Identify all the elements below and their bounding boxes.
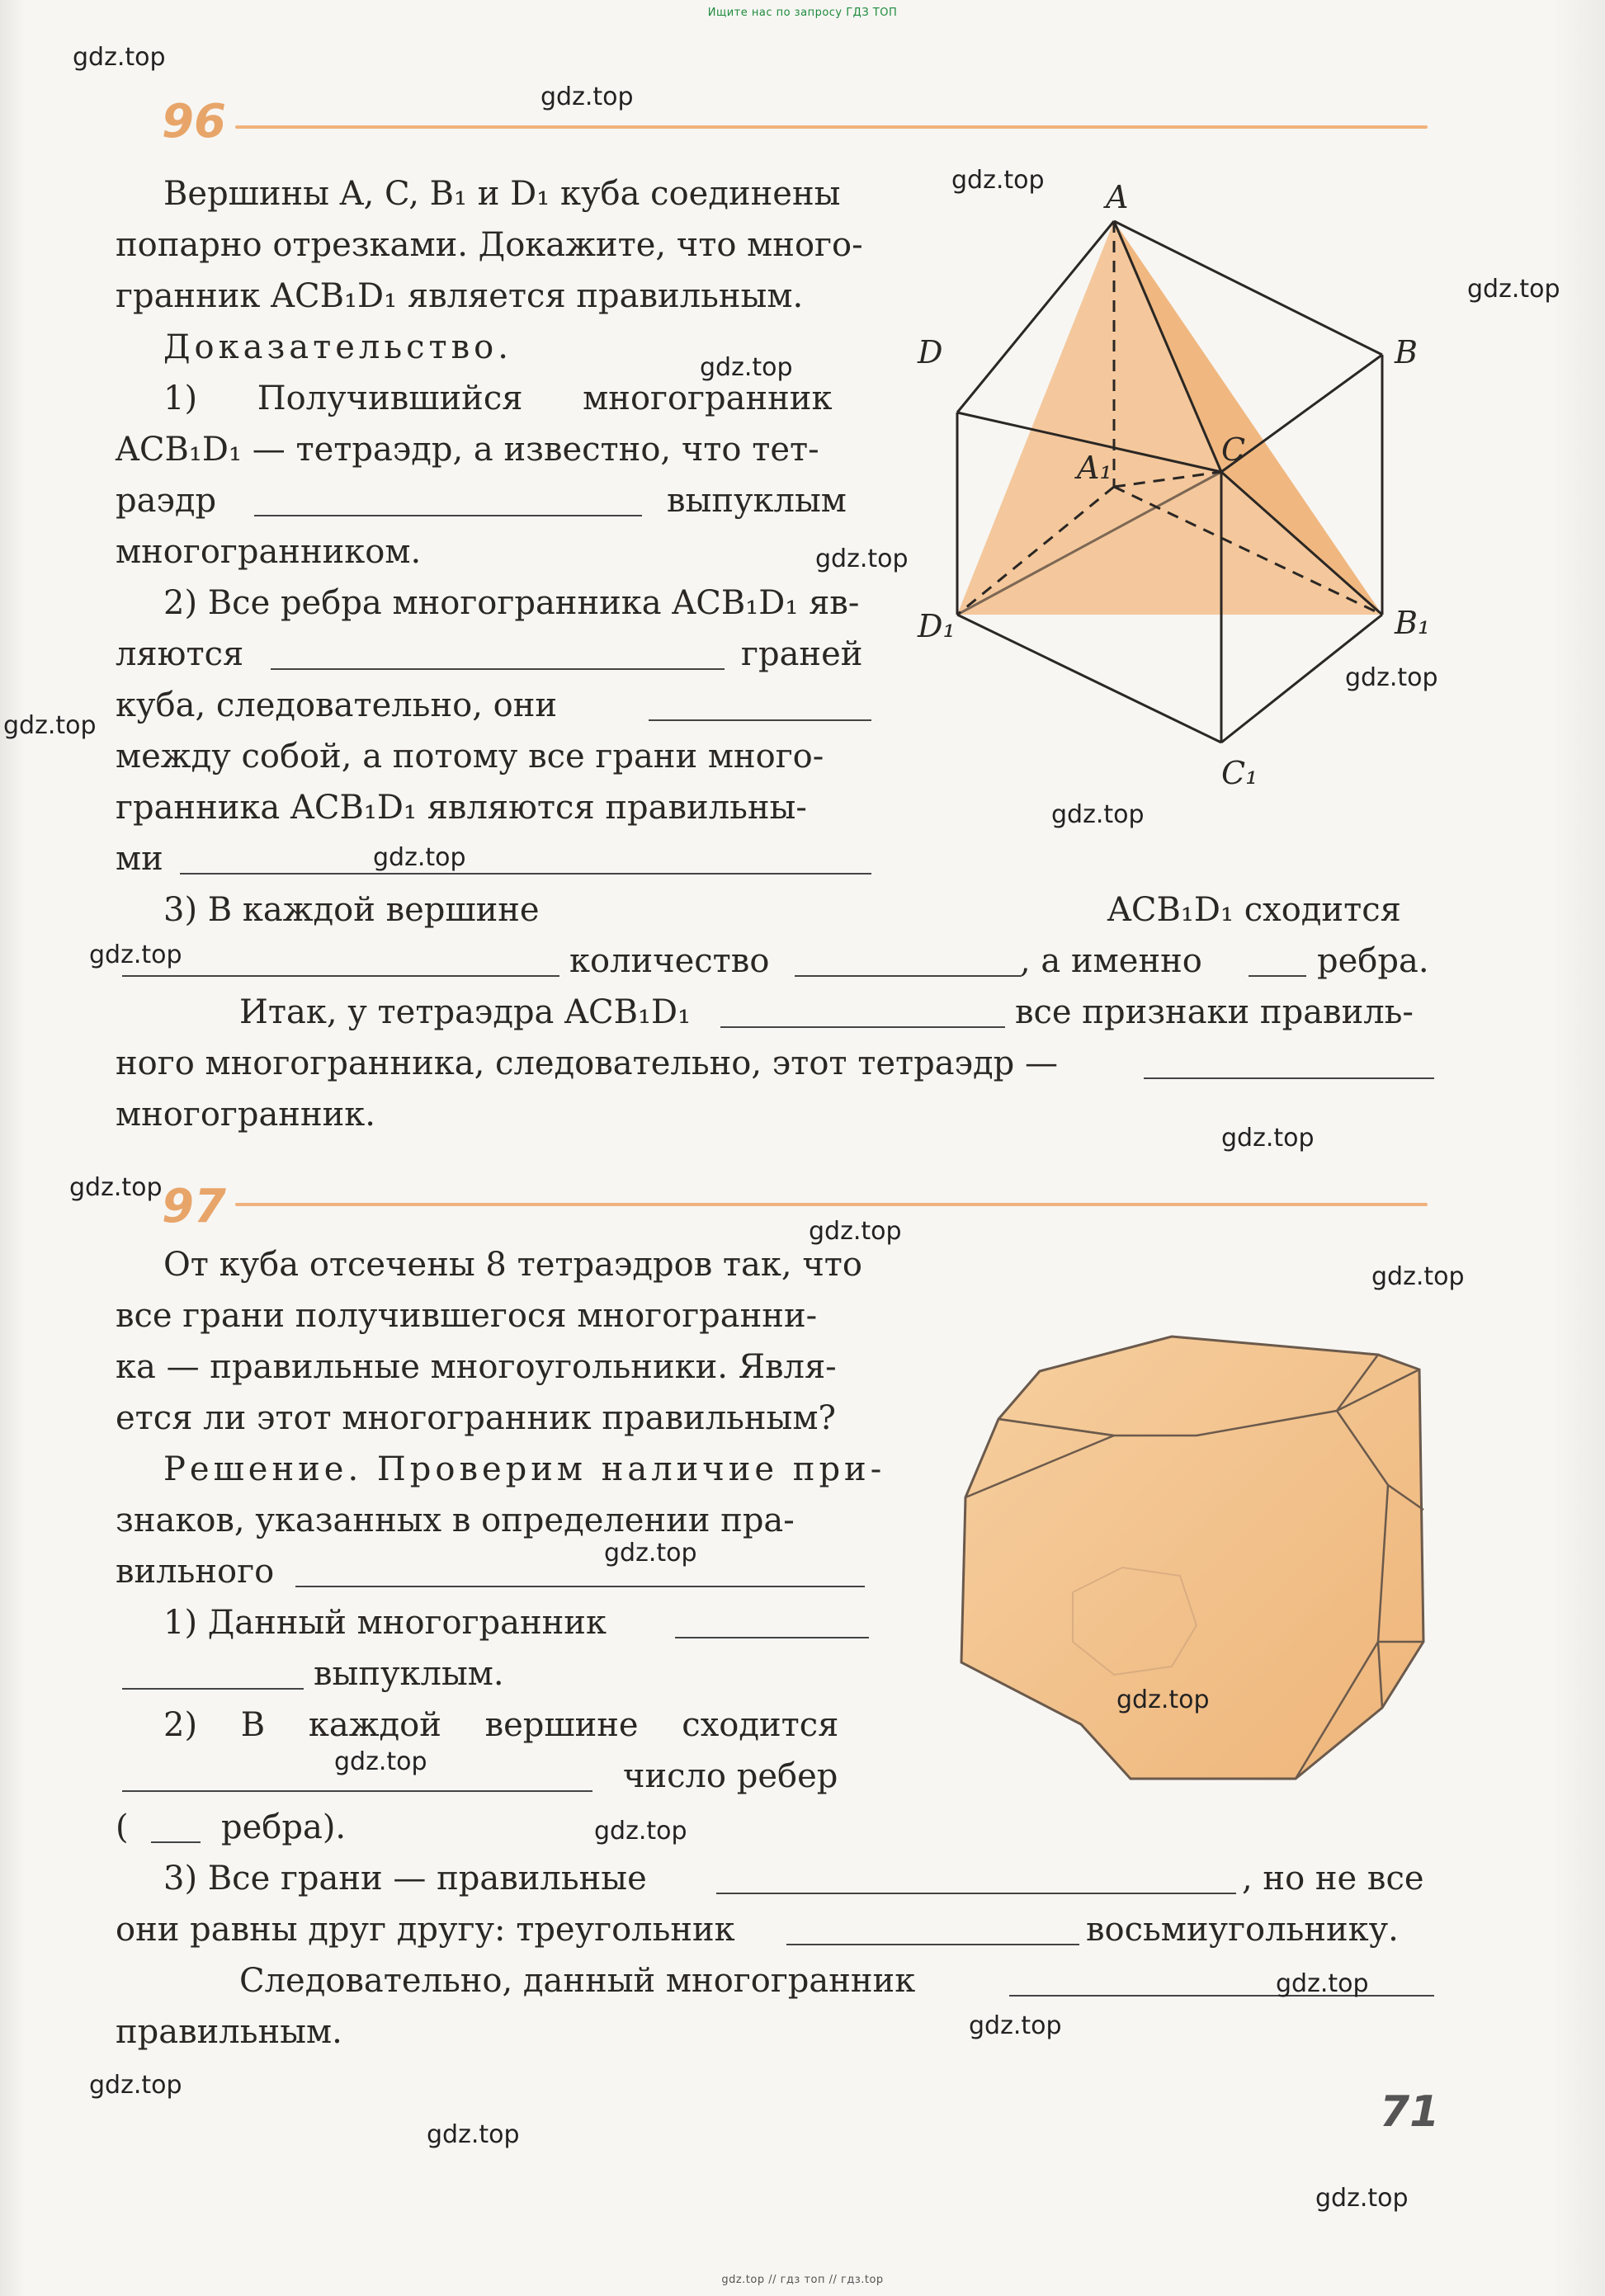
task-97-line-11: число ребер	[623, 1757, 838, 1795]
task-96-line-17b: все признаки правиль-	[1015, 993, 1414, 1031]
task-96-line-2: попарно отрезками. Докажите, что много-	[116, 226, 863, 264]
task-96-line-7a: раэдр	[116, 482, 217, 520]
task-96-line-7b: выпуклым	[667, 482, 847, 520]
answer-blank[interactable]	[254, 513, 642, 516]
answer-blank[interactable]	[151, 1840, 201, 1843]
task-96-line-5: 1) Получившийся многогранник	[163, 380, 833, 417]
answer-blank[interactable]	[295, 1584, 865, 1587]
task-96-line-15b: ACB₁D₁ сходится	[1107, 891, 1401, 929]
watermark: gdz.top	[89, 941, 182, 969]
answer-blank[interactable]	[122, 974, 559, 977]
task-97-line-12b: ребра).	[221, 1808, 347, 1846]
truncated-cube-figure	[949, 1320, 1444, 1799]
answer-blank[interactable]	[649, 718, 871, 721]
watermark: gdz.top	[1221, 1124, 1315, 1153]
answer-blank[interactable]	[675, 1635, 869, 1638]
answer-blank[interactable]	[786, 1942, 1079, 1945]
task-96-line-16a: количество	[569, 942, 770, 980]
label-A1: A₁	[1077, 450, 1112, 486]
answer-blank[interactable]	[1249, 974, 1306, 977]
label-C: C	[1221, 431, 1246, 468]
answer-blank[interactable]	[180, 871, 871, 875]
task-96-line-15a: 3) В каждой вершине	[163, 891, 540, 929]
watermark: gdz.top	[809, 1217, 902, 1246]
task-97-line-6: знаков, указанных в определении пра-	[116, 1502, 795, 1539]
watermark: gdz.top	[1371, 1262, 1465, 1291]
task-97-line-2: все грани получившегося многогранни-	[116, 1297, 818, 1335]
watermark: gdz.top	[1051, 800, 1145, 829]
watermark: gdz.top	[815, 545, 909, 573]
label-B: B	[1395, 334, 1418, 370]
task-96-line-16b: , а именно	[1020, 942, 1202, 980]
task-97-line-1: От куба отсечены 8 тетраэдров так, что	[163, 1246, 862, 1284]
task-96-proof-heading: Доказательство.	[163, 328, 512, 366]
answer-blank[interactable]	[795, 974, 1022, 977]
task-96-line-17a: Итак, у тетраэдра ACB₁D₁	[239, 993, 692, 1031]
task-96-line-8: многогранником.	[116, 533, 422, 571]
watermark: gdz.top	[1467, 275, 1560, 304]
task-96-line-9: 2) Все ребра многогранника ACB₁D₁ яв-	[163, 584, 860, 622]
header-note: Ищите нас по запросу ГДЗ ТОП	[707, 7, 898, 19]
task-96-line-13: гранника ACB₁D₁ являются правильны-	[116, 789, 807, 827]
task-97-line-16: правильным.	[116, 2013, 342, 2051]
watermark: gdz.top	[73, 43, 166, 72]
answer-blank[interactable]	[1009, 1993, 1434, 1997]
label-D1: D₁	[918, 608, 956, 644]
task-97-line-15: Следовательно, данный многогранник	[239, 1962, 916, 2000]
answer-blank[interactable]	[122, 1789, 592, 1792]
task-97-line-10: 2) В каждой вершине сходится	[163, 1706, 839, 1744]
task-96-number: 96	[162, 95, 226, 149]
watermark: gdz.top	[1116, 1685, 1210, 1714]
watermark: gdz.top	[427, 2120, 520, 2149]
task-96-line-11: куба, следовательно, они	[116, 686, 558, 724]
answer-blank[interactable]	[720, 1025, 1005, 1028]
task-96-rule	[235, 125, 1428, 129]
task-97-line-13b: , но не все	[1242, 1860, 1424, 1898]
task-97-rule	[235, 1203, 1428, 1206]
label-A: A	[1106, 179, 1129, 215]
watermark: gdz.top	[3, 711, 97, 740]
watermark: gdz.top	[951, 166, 1045, 195]
task-97-line-7: вильного	[116, 1553, 275, 1591]
watermark: gdz.top	[89, 2071, 182, 2100]
task-97-line-3: ка — правильные многоугольники. Явля-	[116, 1348, 837, 1386]
answer-blank[interactable]	[122, 1686, 304, 1690]
task-97-line-9: выпуклым.	[314, 1655, 504, 1693]
task-97-line-8: 1) Данный многогранник	[163, 1604, 607, 1642]
label-B1: B₁	[1395, 605, 1431, 641]
task-97-line-14b: восьмиугольнику.	[1086, 1911, 1399, 1949]
task-97-line-14a: они равны друг другу: треугольник	[116, 1911, 735, 1949]
task-96-line-10a: ляются	[116, 635, 244, 673]
task-97-solution-heading: Решение. Проверим наличие при-	[163, 1450, 886, 1488]
task-96-line-16c: ребра.	[1317, 942, 1429, 980]
label-C1: C₁	[1221, 755, 1258, 791]
watermark: gdz.top	[604, 1539, 697, 1568]
task-97-line-13a: 3) Все грани — правильные	[163, 1860, 647, 1898]
answer-blank[interactable]	[1144, 1076, 1434, 1079]
task-96-line-3: гранник ACB₁D₁ является правильным.	[116, 277, 804, 315]
task-97-line-4: ется ли этот многогранник правильным?	[116, 1399, 836, 1437]
watermark: gdz.top	[334, 1747, 427, 1776]
watermark: gdz.top	[594, 1817, 687, 1846]
answer-blank[interactable]	[716, 1891, 1236, 1894]
task-97-number: 97	[162, 1180, 226, 1233]
label-D: D	[918, 334, 943, 370]
page-number: 71	[1380, 2087, 1440, 2137]
watermark: gdz.top	[1315, 2184, 1409, 2213]
footer-note: gdz.top // гдз топ // гдз.top	[721, 2274, 884, 2286]
watermark: gdz.top	[969, 2011, 1062, 2040]
watermark: gdz.top	[69, 1173, 163, 1202]
watermark: gdz.top	[1276, 1969, 1369, 1998]
watermark: gdz.top	[700, 353, 793, 382]
task-96-line-6: ACB₁D₁ — тетраэдр, а известно, что тет-	[116, 431, 819, 469]
watermark: gdz.top	[541, 83, 634, 111]
watermark: gdz.top	[373, 843, 466, 872]
task-96-line-10b: граней	[741, 635, 863, 673]
cube-tetrahedron-figure	[908, 165, 1431, 809]
task-97-line-12a: (	[116, 1808, 129, 1846]
task-96-line-1: Вершины A, C, B₁ и D₁ куба соединены	[163, 175, 841, 213]
task-96-line-14: ми	[116, 840, 163, 878]
task-96-line-12: между собой, а потому все грани много-	[116, 738, 824, 776]
task-96-line-18: ного многогранника, следовательно, этот тетраэдр —	[116, 1044, 1058, 1082]
watermark: gdz.top	[1345, 663, 1438, 692]
answer-blank[interactable]	[271, 667, 725, 670]
task-96-line-19: многогранник.	[116, 1096, 375, 1134]
